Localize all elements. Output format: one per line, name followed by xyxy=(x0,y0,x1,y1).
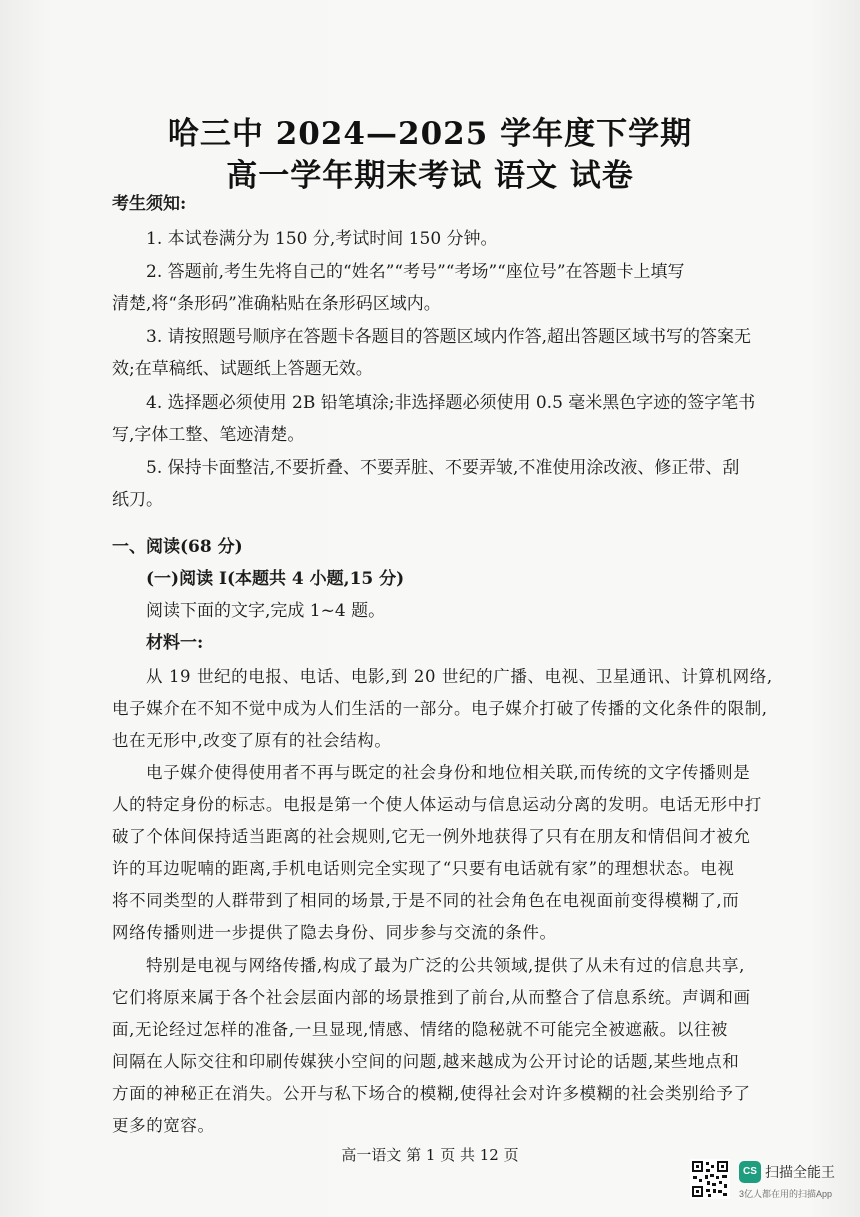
qr-code-icon xyxy=(690,1159,730,1199)
camscanner-app-name: 扫描全能王 xyxy=(765,1164,835,1180)
exam-subtitle: 高一学年期末考试 语文 试卷 xyxy=(226,158,634,194)
passage-line: 更多的宽容。 xyxy=(112,1116,215,1135)
passage-line: 它们将原来属于各个社会层面内部的场景推到了前台,从而整合了信息系统。声调和画 xyxy=(112,988,751,1007)
notice-line: 纸刀。 xyxy=(112,490,163,510)
passage-line: 破了个体间保持适当距离的社会规则,它无一例外地获得了只有在朋友和情侣间才被允 xyxy=(112,827,751,846)
page-footer: 高一语文 第 1 页 共 12 页 xyxy=(341,1146,519,1164)
camscanner-tagline: 3亿人都在用的扫描App xyxy=(739,1189,833,1199)
passage-line: 人的特定身份的标志。电报是第一个使人体运动与信息运动分离的发明。电话无形中打 xyxy=(112,795,762,814)
sub-section-heading: (一)阅读 I(本题共 4 小题,15 分) xyxy=(146,569,405,589)
passage-line: 方面的神秘正在消失。公开与私下场合的模糊,使得社会对许多模糊的社会类别给予了 xyxy=(112,1084,751,1103)
notice-line: 效;在草稿纸、试题纸上答题无效。 xyxy=(112,359,373,379)
passage-line: 将不同类型的人群带到了相同的场景,于是不同的社会角色在电视面前变得模糊了,而 xyxy=(112,891,740,910)
notice-line: 5. 保持卡面整洁,不要折叠、不要弄脏、不要弄皱,不准使用涂改液、修正带、刮 xyxy=(146,458,740,478)
notice-line: 写,字体工整、笔迹清楚。 xyxy=(112,425,305,445)
passage-line: 电子媒介使得使用者不再与既定的社会身份和地位相关联,而传统的文字传播则是 xyxy=(146,763,751,782)
notice-heading: 考生须知: xyxy=(112,194,187,214)
passage-line: 特别是电视与网络传播,构成了最为广泛的公共领域,提供了从未有过的信息共享, xyxy=(146,956,745,975)
notice-line: 4. 选择题必须使用 2B 铅笔填涂;非选择题必须使用 0.5 毫米黑色字迹的签字笔书 xyxy=(146,393,756,413)
exam-title: 哈三中 2024—2025 学年度下学期 xyxy=(167,116,693,152)
passage-line: 间隔在人际交往和印刷传媒狭小空间的问题,越来越成为公开讨论的话题,某些地点和 xyxy=(112,1052,740,1071)
passage-line: 许的耳边呢喃的距离,手机电话则完全实现了“只要有电话就有家”的理想状态。电视 xyxy=(112,859,735,878)
section-heading: 一、阅读(68 分) xyxy=(112,537,243,557)
camscanner-logo: CS xyxy=(739,1161,761,1183)
notice-line: 1. 本试卷满分为 150 分,考试时间 150 分钟。 xyxy=(146,229,498,249)
camscanner-watermark xyxy=(690,1159,850,1209)
passage-line: 从 19 世纪的电报、电话、电影,到 20 世纪的广播、电视、卫星通讯、计算机网络, xyxy=(146,667,773,686)
instruction-text: 阅读下面的文字,完成 1~4 题。 xyxy=(146,601,386,621)
passage-line: 也在无形中,改变了原有的社会结构。 xyxy=(112,731,392,750)
notice-line: 2. 答题前,考生先将自己的“姓名”“考号”“考场”“座位号”在答题卡上填写 xyxy=(146,262,685,282)
material-label: 材料一: xyxy=(146,633,204,653)
notice-line: 3. 请按照题号顺序在答题卡各题目的答题区域内作答,超出答题区域书写的答案无 xyxy=(146,327,752,347)
notice-line: 清楚,将“条形码”准确粘贴在条形码区域内。 xyxy=(112,294,441,314)
passage-line: 面,无论经过怎样的准备,一旦显现,情感、情绪的隐秘就不可能完全被遮蔽。以往被 xyxy=(112,1020,729,1039)
passage-line: 电子媒介在不知不觉中成为人们生活的一部分。电子媒介打破了传播的文化条件的限制, xyxy=(112,699,768,718)
passage-line: 网络传播则进一步提供了隐去身份、同步参与交流的条件。 xyxy=(112,923,557,942)
